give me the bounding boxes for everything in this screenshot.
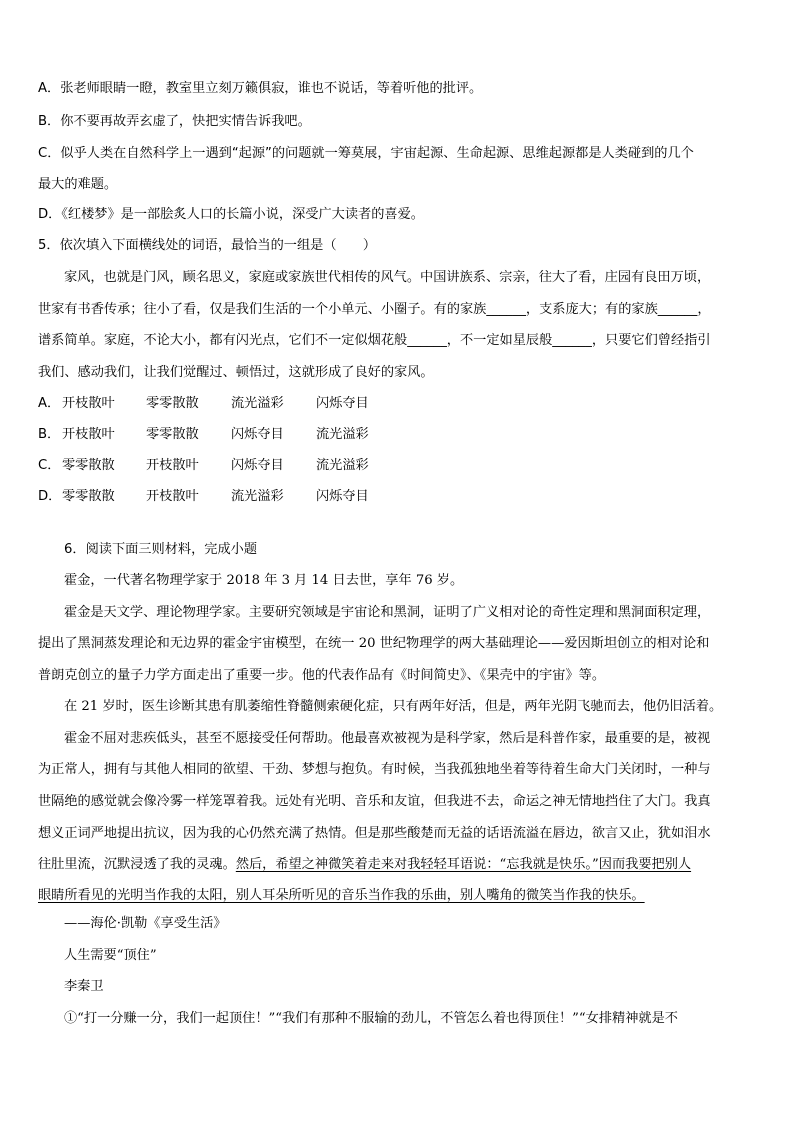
material-line-with-underline xyxy=(38,855,760,875)
source-attribution: ——海伦·凯勒《享受生活》 xyxy=(64,916,227,931)
article-paragraph: ①“打一分赚一分，我们一起顶住！”“我们有那种不服输的劲儿，不管怎么着也得顶住！”“女排精神就是不 xyxy=(64,1011,678,1026)
option-label: C． xyxy=(38,458,61,473)
material-line: 为正常人，拥有与其他人相同的欲望、干劲、梦想与抱负。有时候，当我孤独地坐着等待着生命大门关闭时，一种与 xyxy=(38,762,711,777)
option-word: 闪烁夺目 xyxy=(316,489,369,504)
option-word: 闪烁夺目 xyxy=(231,427,284,442)
q6-stem: 6．阅读下面三则材料，完成小题 xyxy=(64,542,258,557)
option-d-prev: D．《红楼梦》是一部脍炙人口的长篇小说，深受广大读者的喜爱。 xyxy=(38,207,424,222)
option-word: 零零散散 xyxy=(62,458,115,473)
article-title: 人生需要“顶住” xyxy=(64,948,157,963)
option-b-prev: B．你不要再故弄玄虚了，快把实情告诉我吧。 xyxy=(38,114,311,129)
material-line: 想义正词严地提出抗议，因为我的心仍然充满了热情。但是那些酸楚而无益的话语流溢在唇边，欲言又止，犹如泪水 xyxy=(38,826,711,841)
option-word: 开枝散叶 xyxy=(62,427,115,442)
option-a-prev: A．张老师眼睛一瞪，教室里立刻万籁俱寂，谁也不说话，等着听他的批评。 xyxy=(38,81,483,96)
option-word: 流光溢彩 xyxy=(316,458,369,473)
option-label: D． xyxy=(38,489,62,504)
q5-passage-line: 谱系简单。家庭，不论大小，都有闪光点，它们不一定似烟花般______，不一定如星辰般______，只要它们曾经指引 xyxy=(38,333,711,348)
q5-passage-line: 家风，也就是门风，顾名思义，家庭或家族世代相传的风气。中国讲族系、宗亲，往大了看，庄园有良田万顷， xyxy=(64,270,711,285)
option-word: 零零散散 xyxy=(146,396,199,411)
q5-passage-line: 我们、感动我们，让我们觉醒过、顿悟过，这就形成了良好的家风。 xyxy=(38,365,434,380)
option-label: A． xyxy=(38,396,61,411)
option-label: B． xyxy=(38,427,61,442)
material-line: 提出了黑洞蒸发理论和无边界的霍金宇宙模型，在统一 20 世纪物理学的两大基础理论——爱因斯坦创立的相对论和 xyxy=(38,636,710,651)
q5-stem: 5．依次填入下面横线处的词语，最恰当的一组是（ ） xyxy=(38,238,377,253)
material-line: 在 21 岁时，医生诊断其患有肌萎缩性脊髓侧索硬化症，只有两年好活，但是，两年光阴飞驰而去，他仍旧活着。 xyxy=(64,699,723,714)
option-word: 闪烁夺目 xyxy=(316,396,369,411)
underlined-sentence: 然后，希望之神微笑着走来对我轻轻耳语说：“忘我就是快乐。”因而我要把别人 xyxy=(235,857,692,872)
q5-passage-line: 世家有书香传承；往小了看，仅是我们生活的一个小单元、小圈子。有的家族______，支系庞大；有的家族______， xyxy=(38,302,711,317)
option-word: 流光溢彩 xyxy=(231,489,284,504)
material-line: 霍金，一代著名物理学家于 2018 年 3 月 14 日去世，享年 76 岁。 xyxy=(64,573,464,588)
option-word: 开枝散叶 xyxy=(62,396,115,411)
option-word: 流光溢彩 xyxy=(316,427,369,442)
underlined-sentence: 眼睛所看见的光明当作我的太阳，别人耳朵所听见的音乐当作我的乐曲，别人嘴角的微笑当作我的快乐。 xyxy=(38,888,645,903)
option-word: 零零散散 xyxy=(146,427,199,442)
option-word: 开枝散叶 xyxy=(146,458,199,473)
option-word: 开枝散叶 xyxy=(146,489,199,504)
material-line: 霍金是天文学、理论物理学家。主要研究领域是宇宙论和黑洞，证明了广义相对论的奇性定理和黑洞面积定理， xyxy=(64,605,711,620)
material-line: 世隔绝的感觉就会像冷雾一样笼罩着我。远处有光明、音乐和友谊，但我进不去，命运之神无情地挡住了大门。我真 xyxy=(38,794,711,809)
option-word: 零零散散 xyxy=(62,489,115,504)
article-author: 李秦卫 xyxy=(64,979,104,994)
material-text: 往肚里流，沉默浸透了我的灵魂。 xyxy=(38,857,236,872)
material-line: 霍金不屈对悲疾低头，甚至不愿接受任何帮助。他最喜欢被视为是科学家，然后是科普作家，最重要的是，被视 xyxy=(64,731,711,746)
material-line: 普朗克创立的量子力学方面走出了重要一步。他的代表作品有《时间简史》、《果壳中的宇宙》等。 xyxy=(38,668,606,683)
option-c-prev: C．似乎人类在自然科学上一遇到“起源”的问题就一筹莫展，宇宙起源、生命起源、思维起源都是人类碰到的几个 xyxy=(38,146,694,161)
underlined-sentence-cont xyxy=(38,886,760,906)
option-c-prev-cont: 最大的难题。 xyxy=(38,177,118,192)
option-word: 闪烁夺目 xyxy=(231,458,284,473)
option-word: 流光溢彩 xyxy=(231,396,284,411)
